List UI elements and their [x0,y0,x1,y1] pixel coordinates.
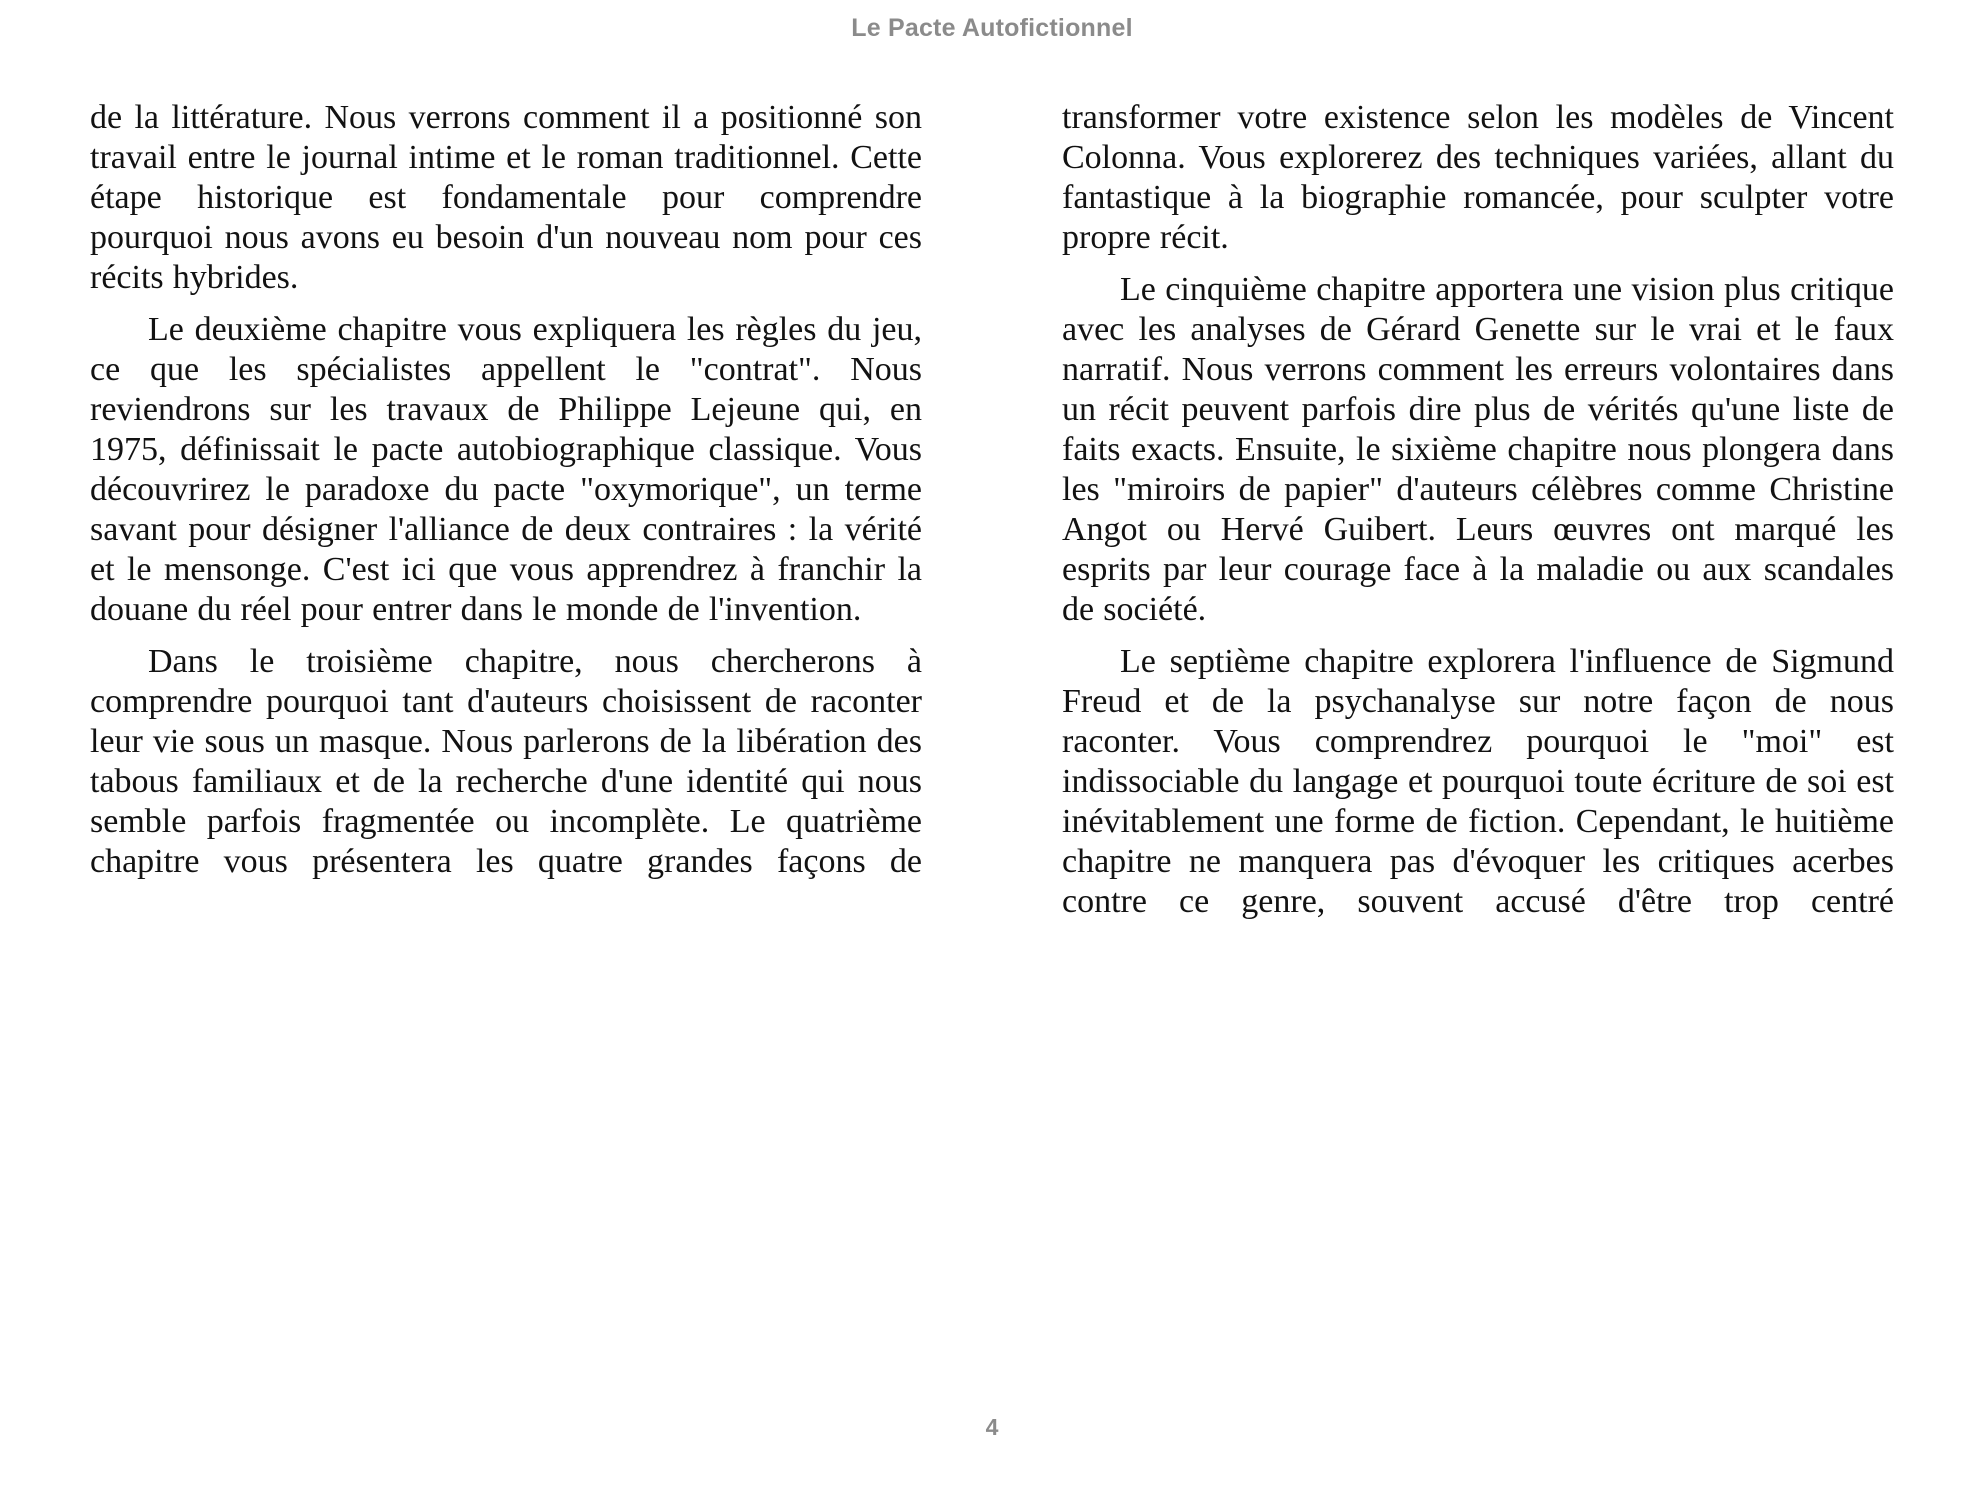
paragraph-left-2: Le deuxième chapitre vous expliquera les règles du jeu, ce que les spécialistes appellent le "contrat". Nous reviendrons sur les travaux de Philippe Lejeune qui, en 1975, définissait le pacte autobiographique classique. Vous découvrirez le paradoxe du pacte "oxymorique", un terme savant pour désigner l'alliance de deux contraires : la vérité et le mensonge. C'est ici que vous apprendrez à franchir la douane du réel pour entrer dans le monde de l'invention. [90,311,922,628]
reader-footer [0,1414,1984,1440]
page-text-area [0,98,1984,922]
paragraph-right-1: transformer votre existence selon les modèles de Vincent Colonna. Vous explorerez des techniques variées, allant du fantastique à la biographie romancée, pour sculpter votre propre récit. [1062,99,1894,256]
paragraph-right-2: Le cinquième chapitre apportera une vision plus critique avec les analyses de Gérard Genette sur le vrai et le faux narratif. Nous verrons comment les erreurs volontaires dans un récit peuvent parfois dire plus de vérités qu'une liste de faits exacts. Ensuite, le sixième chapitre nous plongera dans les "miroirs de papier" d'auteurs célèbres comme Christine Angot ou Hervé Guibert. Leurs œuvres ont marqué les esprits par leur courage face à la maladie ou aux scandales de société. [1062,271,1894,628]
paragraph-left-1: de la littérature. Nous verrons comment il a positionné son travail entre le journal intime et le roman traditionnel. Cette étape historique est fondamentale pour comprendre pourquoi nous avons eu besoin d'un nouveau nom pour ces récits hybrides. [90,99,922,296]
book-title: Le Pacte Autofictionnel [851,14,1133,42]
reader-header [0,0,1984,43]
paragraph-left-3: Dans le troisième chapitre, nous chercherons à comprendre pourquoi tant d'auteurs choisissent de raconter leur vie sous un masque. Nous parlerons de la libération des tabous familiaux et de la recherche d'une identité qui nous semble parfois fragmentée ou incomplète. Le quatrième chapitre vous présentera les quatre grandes façons de [90,643,922,880]
text-column-right [1062,98,1894,922]
text-column-left [90,98,922,922]
page-number: 4 [985,1414,999,1440]
paragraph-right-3: Le septième chapitre explorera l'influence de Sigmund Freud et de la psychanalyse sur notre façon de nous raconter. Vous comprendrez pourquoi le "moi" est indissociable du langage et pourquoi toute écriture de soi est inévitablement une forme de fiction. Cependant, le huitième chapitre ne manquera pas d'évoquer les critiques acerbes contre ce genre, souvent accusé d'être trop centré [1062,643,1894,920]
